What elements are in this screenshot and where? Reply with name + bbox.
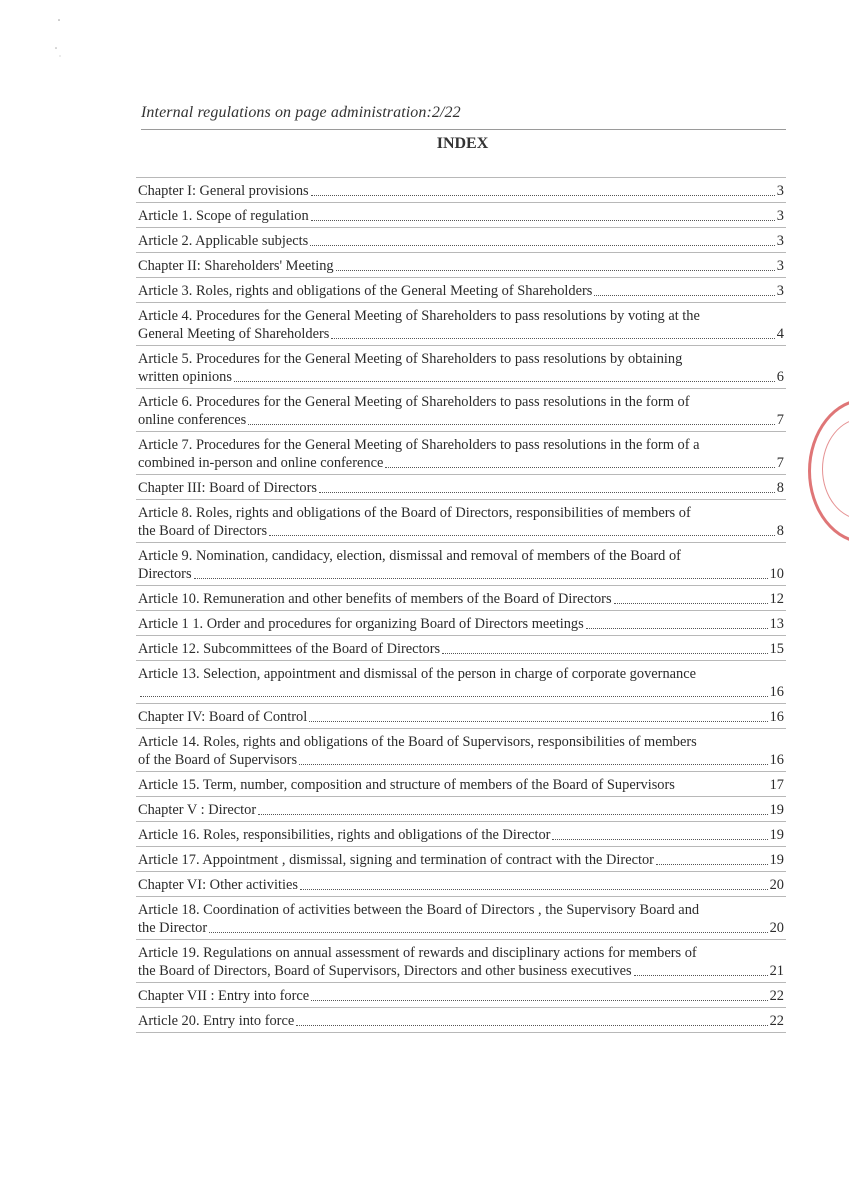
toc-entry-title-line: Article 14. Roles, rights and obligations of the Board of Supervisors, responsibilities of members — [138, 734, 697, 750]
toc-dot-leader — [331, 338, 774, 339]
toc-entry — [136, 253, 786, 278]
toc-entry — [136, 797, 786, 822]
toc-entry-line — [138, 851, 784, 869]
toc-entry-title-line: Article 6. Procedures for the General Meeting of Shareholders to pass resolutions in the form of — [138, 394, 690, 410]
toc-entry-title: Article 1 1. Order and procedures for organizing Board of Directors meetings — [138, 616, 584, 632]
scan-speck-marks — [38, 12, 68, 72]
toc-entry-title: the Board of Directors — [138, 523, 268, 539]
toc-entry-title: Article 20. Entry into force — [138, 1013, 295, 1029]
toc-entry-line — [138, 257, 784, 275]
header-rule — [141, 129, 786, 130]
toc-entry — [136, 772, 786, 797]
toc-entry-title: Article 2. Applicable subjects — [138, 233, 309, 249]
toc-page-number: 3 — [776, 233, 784, 249]
toc-page-number: 6 — [776, 369, 784, 385]
toc-dot-leader — [634, 975, 768, 976]
toc-dot-leader — [614, 603, 768, 604]
toc-entry — [136, 586, 786, 611]
toc-dot-leader — [594, 295, 774, 296]
toc-entry — [136, 636, 786, 661]
toc-dot-leader — [248, 424, 775, 425]
toc-page-number: 22 — [769, 1013, 784, 1029]
toc-page-number: 3 — [776, 258, 784, 274]
toc-dot-leader — [311, 195, 775, 196]
toc-page-number: 13 — [769, 616, 784, 632]
toc-entry — [136, 1008, 786, 1033]
toc-entry — [136, 500, 786, 543]
toc-entry-line — [138, 640, 784, 658]
toc-dot-leader — [296, 1025, 767, 1026]
toc-entry-title-line: Article 7. Procedures for the General Meeting of Shareholders to pass resolutions in the form of a — [138, 437, 700, 453]
toc-entry-line — [138, 826, 784, 844]
toc-page-number: 16 — [769, 684, 784, 700]
toc-page-number: 21 — [769, 963, 784, 979]
toc-dot-leader — [586, 628, 768, 629]
toc-page-number: 4 — [776, 326, 784, 342]
toc-entry-title: Chapter III: Board of Directors — [138, 480, 318, 496]
toc-entry-line — [138, 282, 784, 300]
toc-entry-title: Chapter VI: Other activities — [138, 877, 298, 893]
toc-entry-title-line: Article 8. Roles, rights and obligations of the Board of Directors, responsibilities of members of — [138, 505, 691, 521]
toc-entry — [136, 389, 786, 432]
toc-entry-title: Article 10. Remuneration and other benefits of members of the Board of Directors — [138, 591, 612, 607]
toc-dot-leader — [209, 932, 767, 933]
toc-dot-leader — [300, 889, 768, 890]
toc-page-number: 8 — [776, 523, 784, 539]
toc-page-number: 16 — [769, 752, 784, 768]
toc-entry-title-line: Article 18. Coordination of activities between the Board of Directors , the Supervisory Board and — [138, 902, 700, 918]
toc-page-number: 19 — [769, 802, 784, 818]
toc-entry-line — [138, 615, 784, 633]
toc-page-number: 3 — [776, 208, 784, 224]
toc-entry-line — [138, 411, 784, 429]
toc-entry-title-line: Article 4. Procedures for the General Meeting of Shareholders to pass resolutions by voting at the — [138, 308, 700, 324]
toc-entry-title: Article 16. Roles, responsibilities, rights and obligations of the Director — [138, 827, 551, 843]
toc-dot-leader — [442, 653, 767, 654]
table-of-contents — [136, 177, 786, 1033]
toc-entry-title: Article 15. Term, number, composition and structure of members of the Board of Supervisors — [138, 777, 675, 793]
toc-entry-line — [138, 207, 784, 225]
toc-page-number: 15 — [769, 641, 784, 657]
toc-entry-line — [138, 919, 784, 937]
toc-entry-title: General Meeting of Shareholders — [138, 326, 330, 342]
toc-entry-line — [138, 1012, 784, 1030]
toc-dot-leader — [234, 381, 775, 382]
toc-entry-title: the Board of Directors, Board of Supervisors, Directors and other business executives — [138, 963, 632, 979]
toc-entry — [136, 611, 786, 636]
toc-page-number: 17 — [769, 777, 784, 793]
toc-entry-title-line: Article 19. Regulations on annual assessment of rewards and disciplinary actions for members of — [138, 945, 697, 961]
toc-entry-line — [138, 708, 784, 726]
toc-entry-line — [138, 565, 784, 583]
index-title: INDEX — [436, 135, 489, 152]
toc-entry-line — [138, 751, 784, 769]
toc-entry-title-line: Article 5. Procedures for the General Meeting of Shareholders to pass resolutions by obtaining — [138, 351, 683, 367]
toc-dot-leader — [194, 578, 768, 579]
toc-dot-leader — [299, 764, 768, 765]
toc-entry-title: Directors — [138, 566, 192, 582]
toc-entry-line — [138, 801, 784, 819]
toc-entry — [136, 178, 786, 203]
toc-entry — [136, 543, 786, 586]
toc-entry — [136, 897, 786, 940]
toc-entry — [136, 228, 786, 253]
toc-entry-line — [138, 776, 784, 794]
toc-page-number: 20 — [769, 877, 784, 893]
toc-page-number: 10 — [769, 566, 784, 582]
toc-entry — [136, 872, 786, 897]
toc-entry — [136, 203, 786, 228]
toc-dot-leader — [336, 270, 775, 271]
toc-entry-title: Article 17. Appointment , dismissal, signing and termination of contract with the Director — [138, 852, 654, 868]
toc-entry-line — [138, 182, 784, 200]
toc-page-number: 3 — [776, 283, 784, 299]
toc-entry — [136, 661, 786, 704]
toc-entry — [136, 475, 786, 500]
toc-page-number: 22 — [769, 988, 784, 1004]
toc-entry-line — [138, 962, 784, 980]
toc-entry — [136, 303, 786, 346]
toc-entry-title: Article 1. Scope of regulation — [138, 208, 309, 224]
toc-entry-title: Article 12. Subcommittees of the Board of Directors — [138, 641, 441, 657]
page-header: Internal regulations on page administration:2/22 — [141, 104, 461, 121]
toc-entry-line — [138, 987, 784, 1005]
toc-page-number: 19 — [769, 852, 784, 868]
toc-entry-line — [138, 876, 784, 894]
toc-entry-line — [138, 232, 784, 250]
toc-entry-line — [138, 590, 784, 608]
toc-page-number: 7 — [776, 412, 784, 428]
toc-dot-leader — [140, 696, 768, 697]
toc-entry-line — [138, 522, 784, 540]
toc-entry-title-line: Article 9. Nomination, candidacy, election, dismissal and removal of members of the Board of — [138, 548, 681, 564]
toc-dot-leader — [258, 814, 767, 815]
toc-entry-title: Article 3. Roles, rights and obligations of the General Meeting of Shareholders — [138, 283, 593, 299]
toc-entry-title: Chapter II: Shareholders' Meeting — [138, 258, 334, 274]
toc-dot-leader — [309, 721, 767, 722]
toc-entry-title: written opinions — [138, 369, 232, 385]
toc-entry — [136, 847, 786, 872]
toc-entry-line — [138, 454, 784, 472]
toc-page-number: 3 — [776, 183, 784, 199]
toc-entry-title: Chapter IV: Board of Control — [138, 709, 308, 725]
toc-page-number: 16 — [769, 709, 784, 725]
toc-entry-line — [138, 368, 784, 386]
toc-page-number: 19 — [769, 827, 784, 843]
toc-dot-leader — [552, 839, 767, 840]
toc-dot-leader — [310, 245, 775, 246]
toc-page-number: 7 — [776, 455, 784, 471]
toc-entry-title: Chapter I: General provisions — [138, 183, 309, 199]
toc-entry — [136, 432, 786, 475]
toc-dot-leader — [311, 220, 775, 221]
toc-dot-leader — [656, 864, 768, 865]
toc-entry-line — [138, 683, 784, 701]
toc-entry-title-line: Article 13. Selection, appointment and dismissal of the person in charge of corporate governance — [138, 666, 696, 682]
toc-entry-title: Chapter V : Director — [138, 802, 257, 818]
toc-entry-title: Chapter VII : Entry into force — [138, 988, 310, 1004]
toc-page-number: 8 — [776, 480, 784, 496]
toc-entry-line — [138, 479, 784, 497]
toc-dot-leader — [319, 492, 775, 493]
toc-entry-title: the Director — [138, 920, 208, 936]
toc-entry-line — [138, 325, 784, 343]
toc-entry — [136, 983, 786, 1008]
toc-page-number: 12 — [769, 591, 784, 607]
toc-dot-leader — [269, 535, 775, 536]
toc-dot-leader — [385, 467, 774, 468]
toc-entry-title: online conferences — [138, 412, 247, 428]
toc-page-number: 20 — [769, 920, 784, 936]
toc-entry — [136, 940, 786, 983]
toc-entry — [136, 278, 786, 303]
toc-entry — [136, 704, 786, 729]
toc-entry — [136, 346, 786, 389]
toc-dot-leader — [311, 1000, 767, 1001]
toc-entry — [136, 729, 786, 772]
toc-entry — [136, 822, 786, 847]
toc-entry-title: combined in-person and online conference — [138, 455, 384, 471]
toc-entry-title: of the Board of Supervisors — [138, 752, 298, 768]
